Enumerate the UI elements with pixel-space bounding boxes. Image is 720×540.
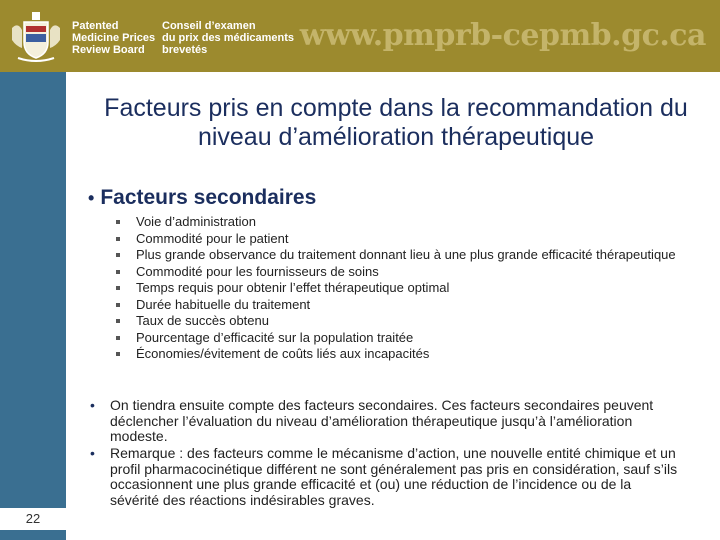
square-bullet-icon [116,270,120,274]
list-item [116,346,676,363]
org-fr-line: Conseil d’examen [162,20,256,32]
page-number: 22 [0,508,66,530]
list-item [116,264,676,281]
org-name-english [72,20,155,56]
section-heading-text: Facteurs secondaires [100,186,317,209]
website-url: www.pmprb-cepmb.gc.ca [299,18,706,53]
list-item [116,297,676,314]
bullet-dot-icon: • [88,188,95,208]
coat-of-arms-icon [10,8,62,64]
square-bullet-icon [116,286,120,290]
slide-title: Facteurs pris en compte dans la recommandation du niveau d’amélioration thérapeutique [104,94,688,151]
org-en-line: Medicine Prices [72,32,156,44]
square-bullet-icon [116,303,120,307]
list-item [116,231,676,248]
org-name-french [162,20,294,56]
header-banner [0,0,720,72]
list-item [116,280,676,297]
paragraph-text: On tiendra ensuite compte des facteurs secondaires. Ces facteurs secondaires peuvent déclencher l’évaluation du niveau d’amélioration thérapeutique jusqu’à l’amélioration modeste. [110,397,654,444]
square-bullet-icon [116,336,120,340]
factor-list [116,214,676,363]
square-bullet-icon [116,253,120,257]
list-item [116,330,676,347]
list-item-text: Voie d’administration [136,214,256,229]
square-bullet-icon [116,220,120,224]
list-item [116,247,676,264]
square-bullet-icon [116,352,120,356]
list-item-text: Commodité pour le patient [136,230,289,246]
paragraph-text: Remarque : des facteurs comme le mécanisme d’action, une nouvelle entité chimique et un profil pharmacocinétique différent ne sont généralement pas pris en considération, sauf s’ils occasionnent une plus grande efficacité et (ou) une réduction de l’incidence ou de la sévérité des réactions indésirables graves. [110,445,678,508]
list-item-text: Plus grande observance du traitement donnant lieu à une plus grande efficacité thérapeutique [136,247,676,262]
square-bullet-icon [116,319,120,323]
paragraph-secondary-factors [90,398,680,445]
org-fr-line: du prix des médicaments [162,32,295,44]
list-item-text: Durée habituelle du traitement [136,296,311,312]
section-heading [88,186,316,210]
list-item-text: Pourcentage d’efficacité sur la population traitée [136,329,414,345]
list-item [116,313,676,330]
list-item-text: Temps requis pour obtenir l’effet thérapeutique optimal [136,280,450,295]
bullet-dot-icon: • [90,397,95,413]
list-item-text: Taux de succès obtenu [136,313,269,328]
paragraph-remark [90,446,680,508]
square-bullet-icon [116,237,120,241]
list-item [116,214,676,231]
org-en-line: Patented [72,20,119,32]
org-fr-line: brevetés [162,44,208,56]
left-accent-bar [0,72,66,540]
bullet-dot-icon: • [90,445,95,461]
list-item-text: Commodité pour les fournisseurs de soins [136,263,379,279]
list-item-text: Économies/évitement de coûts liés aux incapacités [136,346,430,361]
org-en-line: Review Board [72,44,145,56]
